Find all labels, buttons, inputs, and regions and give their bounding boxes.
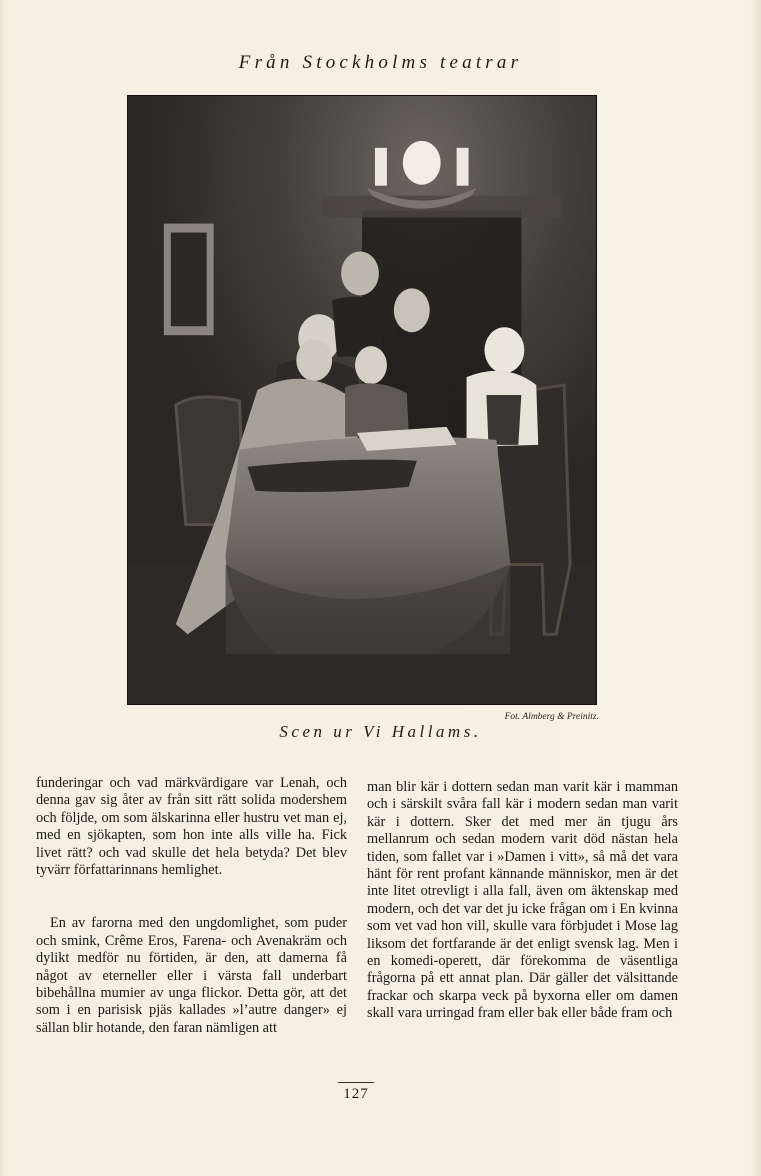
right-paragraph-1: man blir kär i dottern sedan man varit kär i mamman och i särskilt svåra fall kär i modern sedan man varit kär i dottern. Sker det med mer än tjugu års mellanrum och sedan modern varit död nästan hela tiden, som fallet var i »Damen i vitt», så må det vara hänt för rent profant kännande människor, men är det inte litet otrevligt i alla fall, även om äktenskap med modern, och det var det ju icke frågan om i En kvinna som vet vad hon vill, skulle vara förbjudet i Mose lag liksom det fortfarande är det enligt svensk lag. Men i en komedi-operett, där förekomma de väsentliga frågorna på ett annat plan. Där gäller det välsittande frackar och skarpa veck på byxorna eller om damen skall vara urringad fram eller bak eller både fram och: [367, 779, 678, 1022]
left-column: [36, 775, 347, 1037]
folio-rule: [338, 1082, 374, 1083]
theatre-scene-photograph: [127, 95, 597, 705]
page-number: 127: [343, 1086, 369, 1102]
left-paragraph-2: En av farorna med den ungdomlighet, som puder och smink, Crême Eros, Farena- och Avenakräm och dylikt medför nu förtiden, är den, att damerna få något av eterneller eller i värsta fall underbart bibehållna mumier av unga flickor. Detta gör, att det som i en parisisk pjäs kallades »l’autre danger» ej sällan blir hotande, den faran nämligen att: [36, 915, 347, 1036]
covered-table: [226, 427, 511, 654]
photo-caption: Scen ur Vi Hallams.: [279, 722, 482, 741]
running-head: Från Stockholms teatrar: [238, 52, 523, 73]
photo-illustration: [128, 96, 596, 704]
left-paragraph-1: funderingar och vad märkvärdigare var Lenah, och denna gav sig åter av från sitt rätt solida modershem och följde, om som älskarinna eller hustru vet man ej, med en sjökapten, som hon inte alls ville ha. Fick livet rätt? och vad skulle det hela betyda? Det blev tyvärr författarinnans hemlighet.: [36, 775, 347, 879]
right-column: [367, 779, 678, 1023]
photo-credit: Fot. Almberg & Preinitz.: [504, 712, 599, 722]
